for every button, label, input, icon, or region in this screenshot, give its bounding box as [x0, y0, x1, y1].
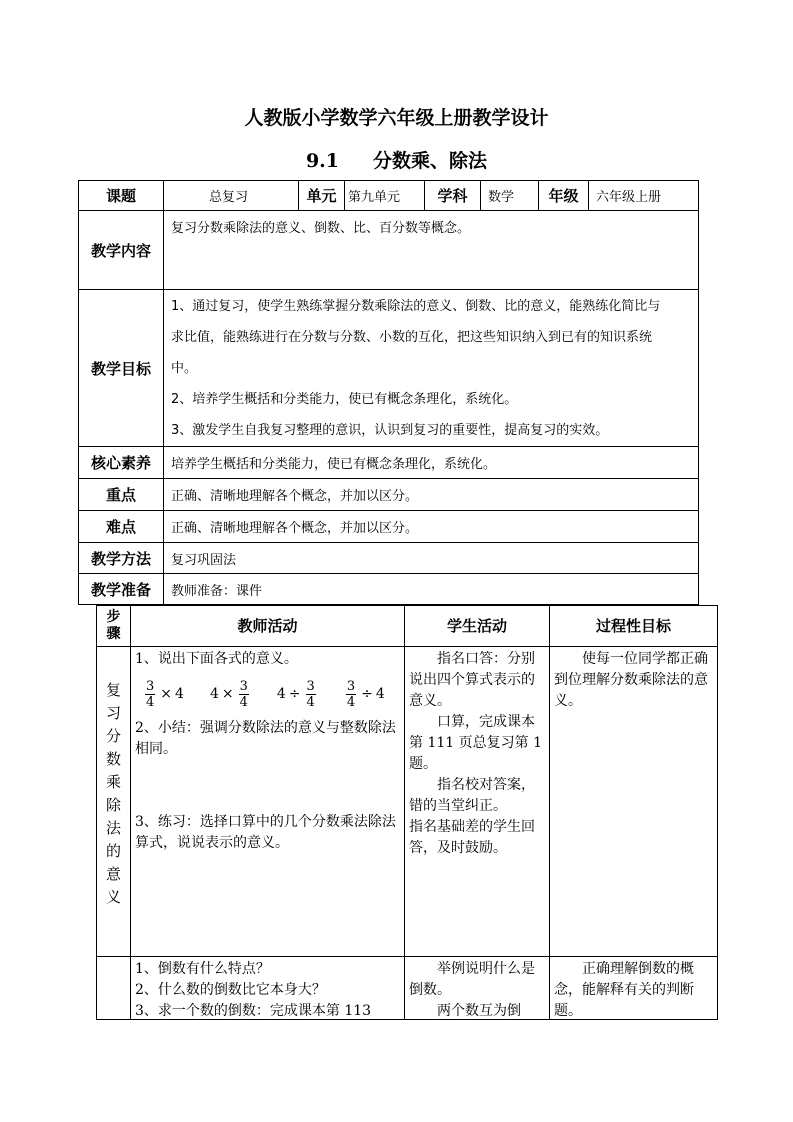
numerator: 3 — [346, 678, 356, 694]
teacher-line: 1、说出下面各式的意义。 — [135, 651, 298, 667]
step-header-char: 步 — [106, 609, 121, 625]
literacy-label: 核心素养 — [79, 447, 164, 479]
teacher-activity-header: 教师活动 — [131, 606, 405, 647]
key-point-value: 正确、清晰地理解各个概念，并加以区分。 — [164, 479, 699, 511]
topic-value: 总复习 — [164, 181, 299, 211]
topic-label: 课题 — [79, 181, 164, 211]
goal-line: 求比值，能熟练进行在分数与分数、小数的互化，把这些知识纳入到已有的知识系统 — [171, 329, 653, 345]
fraction — [346, 679, 356, 710]
unit-value: 第九单元 — [345, 181, 425, 211]
literacy-value: 培养学生概括和分类能力，使已有概念条理化，系统化。 — [164, 447, 699, 479]
step-char: 义 — [105, 888, 121, 906]
grade-label: 年级 — [539, 181, 589, 211]
student-line: 举例说明什么是倒数。 — [409, 961, 535, 998]
teacher-line: 1、倒数有什么特点？ — [135, 961, 270, 977]
goal-text: 使每一位同学都正确到位理解分数乘除法的意义。 — [554, 651, 708, 709]
process-goal-cell — [550, 957, 718, 1020]
teacher-line: 2、小结：强调分数除法的意义与整数除法相同。 — [135, 720, 396, 757]
teacher-activity-cell — [131, 957, 405, 1020]
step-char: 复 — [105, 681, 121, 699]
step-char: 数 — [105, 750, 121, 768]
goals-value — [164, 290, 699, 447]
operand: 4 — [175, 685, 184, 702]
step-char: 除 — [105, 796, 121, 814]
unit-label: 单元 — [299, 181, 345, 211]
numerator: 3 — [239, 678, 248, 694]
student-activity-cell — [405, 957, 550, 1020]
goal-text: 正确理解倒数的概念，能解释有关的判断题。 — [554, 961, 694, 1019]
method-label: 教学方法 — [79, 543, 164, 574]
student-line: 指名校对答案，错的当堂纠正。 — [409, 777, 535, 814]
step-char: 的 — [105, 842, 121, 860]
difficulty-value: 正确、清晰地理解各个概念，并加以区分。 — [164, 511, 699, 543]
teacher-line: 2、什么数的倒数比它本身大？ — [135, 982, 326, 998]
difficulty-label: 难点 — [79, 511, 164, 543]
fraction-expressions — [135, 670, 400, 718]
expression — [210, 679, 251, 710]
student-line: 口算，完成课本第 111 页总复习第 1 题。 — [409, 714, 542, 772]
lesson-info-table — [78, 180, 699, 605]
step-header-char: 骤 — [106, 626, 121, 642]
student-line: 指名基础差的学生回答，及时鼓励。 — [409, 819, 535, 856]
goals-label: 教学目标 — [79, 290, 164, 447]
step-char: 分 — [105, 727, 121, 745]
numerator: 3 — [306, 678, 315, 694]
student-line: 指名口答：分别说出四个算式表示的意义。 — [409, 651, 535, 709]
prep-value: 教师准备：课件 — [164, 574, 699, 605]
operator: × — [221, 685, 234, 702]
step-name-cell — [97, 957, 131, 1020]
step-header — [97, 606, 131, 647]
goal-line: 2、培养学生概括和分类能力，使已有概念条理化，系统化。 — [171, 391, 518, 407]
teaching-steps-table — [96, 605, 718, 1020]
teacher-line: 3、练习：选择口算中的几个分数乘法除法算式，说说表示的意义。 — [135, 814, 396, 851]
goal-line: 3、激发学生自我复习整理的意识，认识到复习的重要性，提高复习的实效。 — [171, 422, 609, 438]
student-line: 两个数互为倒 — [437, 1003, 521, 1019]
step-char: 法 — [105, 819, 121, 837]
goal-line: 中。 — [171, 360, 198, 376]
denominator: 4 — [346, 694, 356, 710]
operand: 4 — [209, 685, 219, 702]
document-title: 人教版小学数学六年级上册教学设计 — [244, 107, 549, 129]
goal-line: 1、通过复习，使学生熟练掌握分数乘除法的意义、倒数、比的意义，能熟练化简比与 — [171, 298, 661, 314]
section-heading — [0, 146, 793, 173]
step-char: 乘 — [105, 773, 121, 791]
process-goal-cell — [550, 647, 718, 957]
operator: ÷ — [288, 685, 301, 702]
expression — [344, 679, 385, 710]
method-value: 复习巩固法 — [164, 543, 699, 574]
expression — [277, 679, 318, 710]
operator: ÷ — [361, 685, 373, 702]
grade-value: 六年级上册 — [589, 181, 699, 211]
fraction — [239, 679, 249, 710]
step-char: 习 — [105, 704, 121, 722]
operand: 4 — [375, 685, 385, 702]
content-label: 教学内容 — [79, 211, 164, 290]
subject-value: 数学 — [481, 181, 539, 211]
fraction — [145, 679, 155, 710]
key-point-label: 重点 — [79, 479, 164, 511]
step-name-cell — [97, 647, 131, 957]
numerator: 3 — [146, 678, 155, 694]
expression — [143, 679, 184, 710]
denominator: 4 — [306, 694, 315, 710]
subject-label: 学科 — [425, 181, 481, 211]
teacher-line: 3、求一个数的倒数：完成课本第 113 — [135, 1003, 372, 1019]
teacher-activity-cell — [131, 647, 405, 957]
section-name: 分数乘、除法 — [373, 150, 488, 172]
process-goal-header: 过程性目标 — [550, 606, 718, 647]
step-char: 意 — [105, 865, 121, 883]
prep-label: 教学准备 — [79, 574, 164, 605]
denominator: 4 — [239, 694, 248, 710]
operator: × — [160, 685, 173, 702]
fraction — [306, 679, 316, 710]
operand: 4 — [276, 685, 286, 702]
student-activity-cell — [405, 647, 550, 957]
denominator: 4 — [146, 694, 155, 710]
section-number: 9.1 — [305, 150, 340, 172]
student-activity-header: 学生活动 — [405, 606, 550, 647]
content-value: 复习分数乘除法的意义、倒数、比、百分数等概念。 — [164, 211, 699, 290]
